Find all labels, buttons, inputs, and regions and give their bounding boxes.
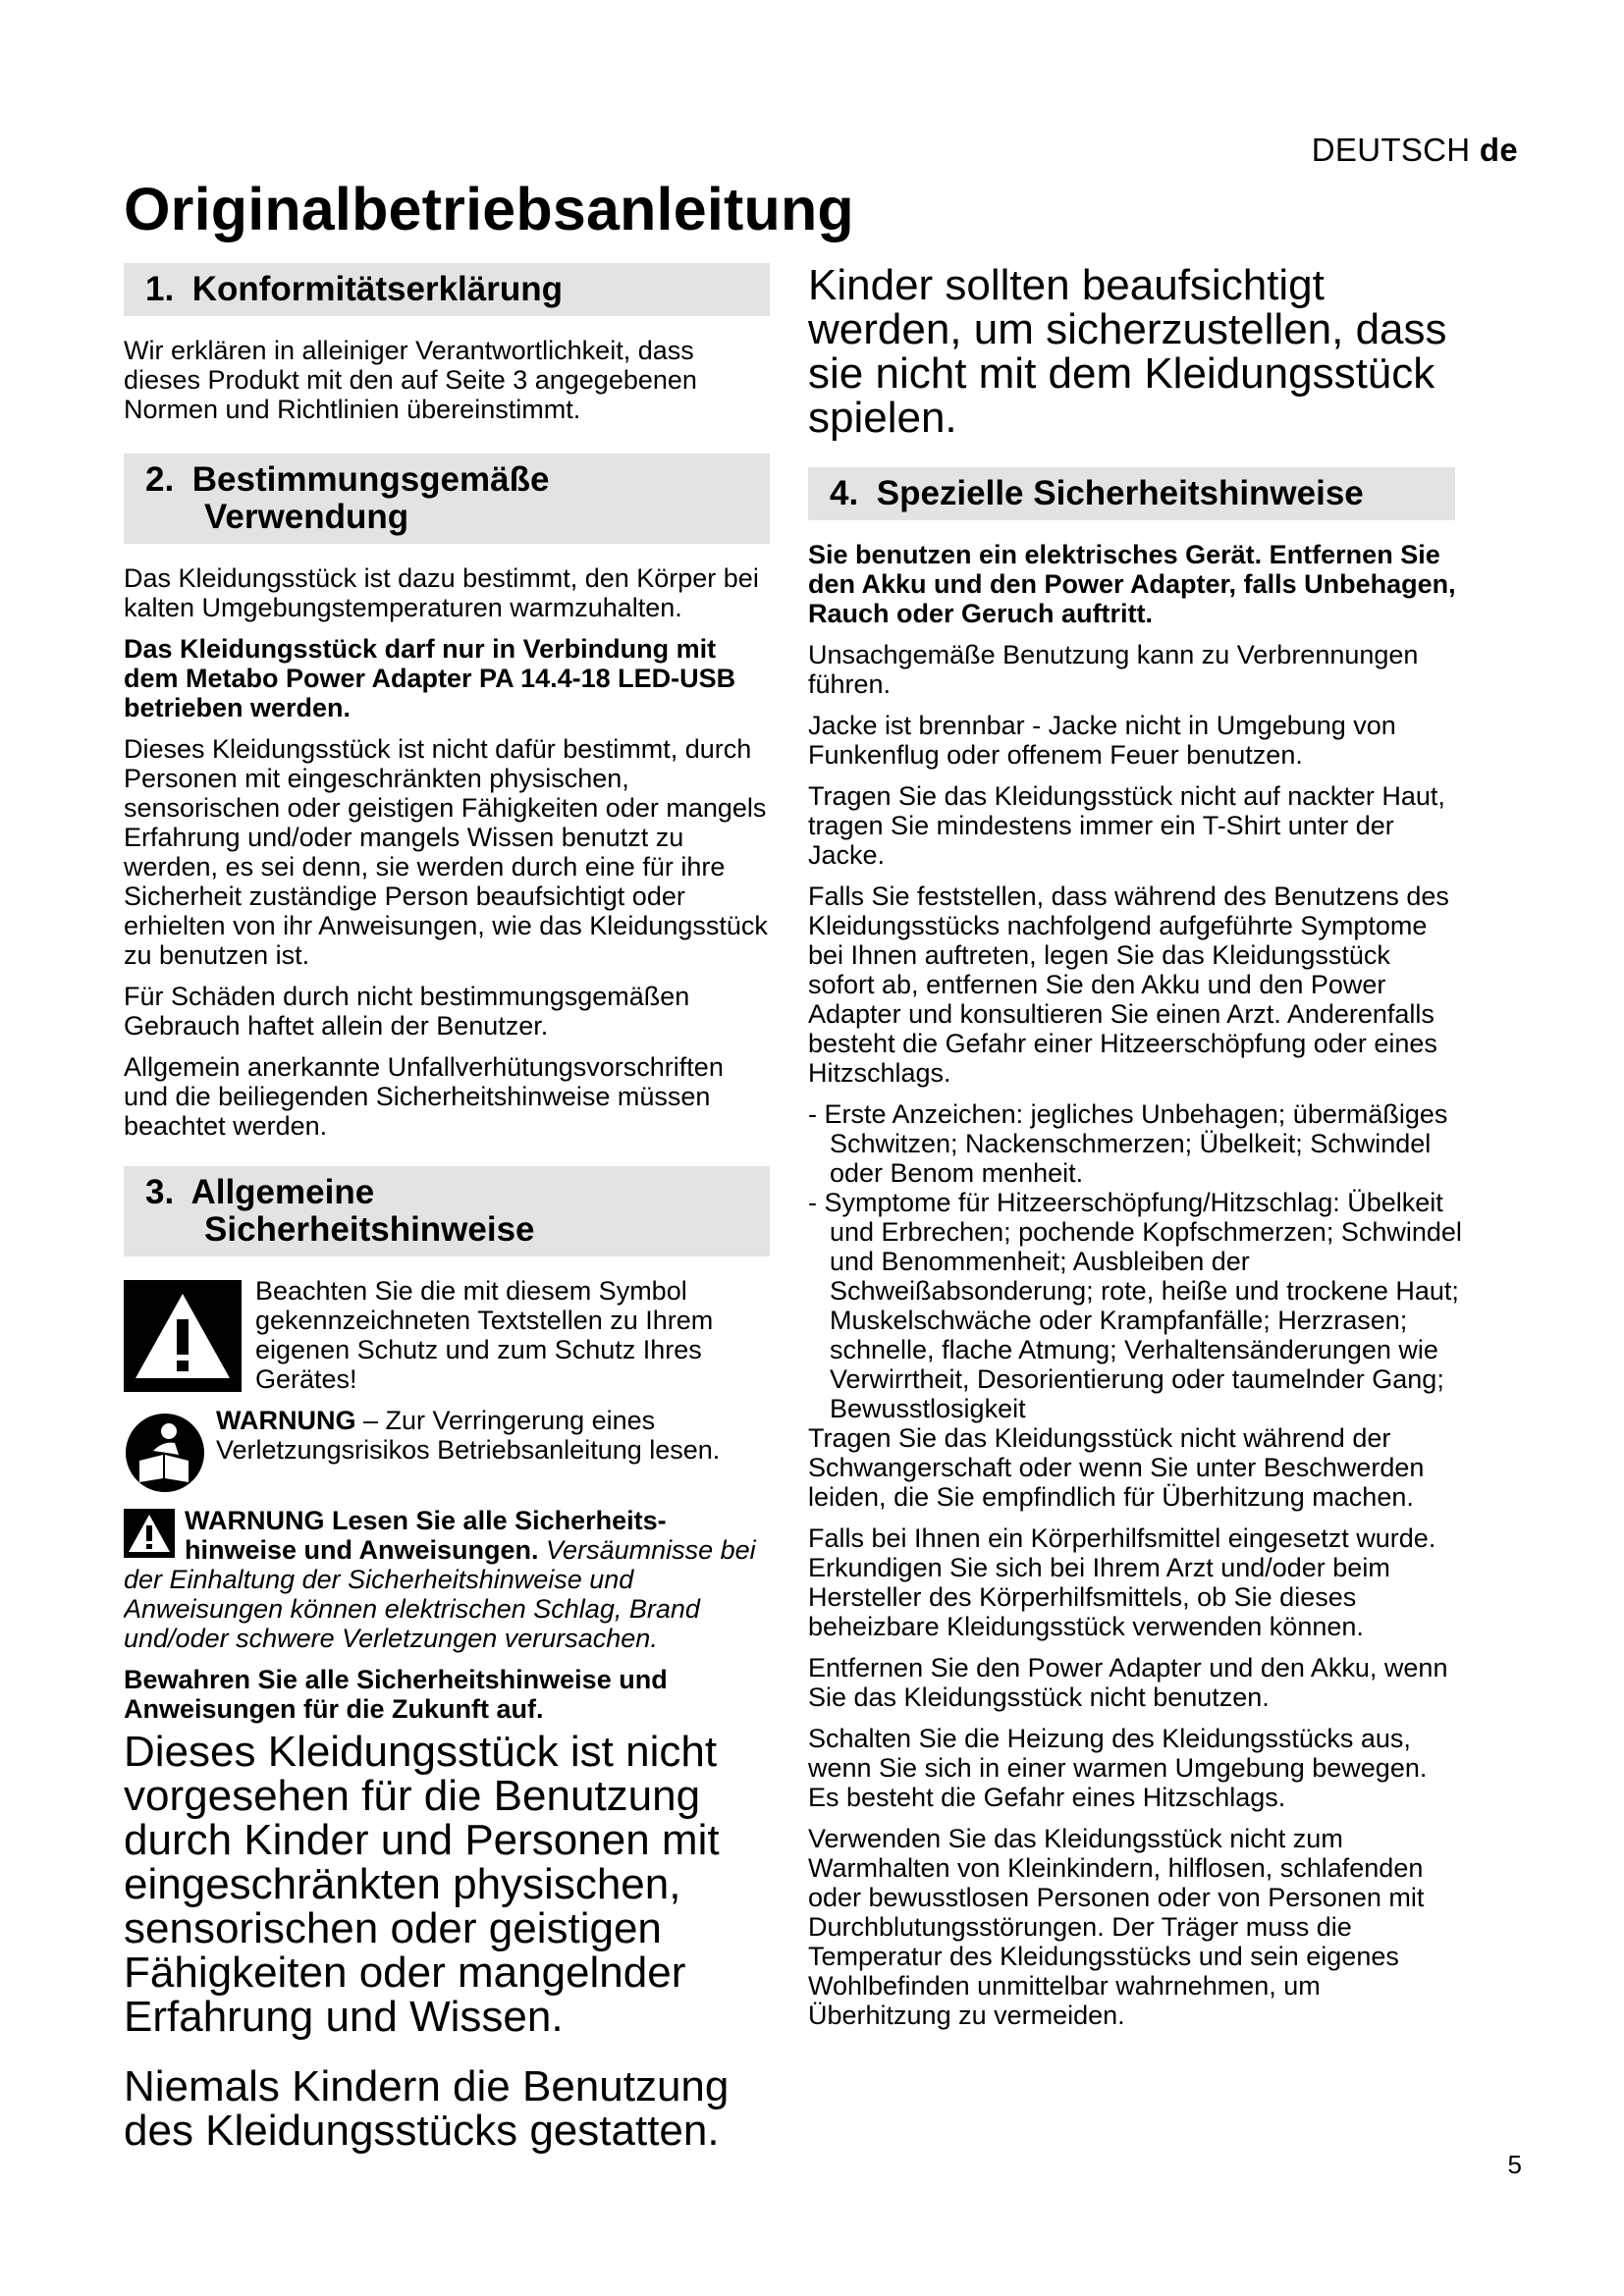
left-column [124,263,770,2178]
section-title-continued: Sicherheitshinweise [204,1210,535,1249]
section-4-heading [808,467,1455,520]
burn-warning: Unsachgemäße Benutzung kann zu Verbrennungen führen. [808,640,1419,699]
language-label [1312,132,1518,169]
right-column [808,263,1463,2042]
section-title-continued: Verwendung [204,498,409,536]
warning-triangle-icon [124,1509,175,1558]
warning-consequences: Versäumnisse bei der Einhaltung der Sicherheitshinweise und Anweisungen können elektrischen Schlag, Brand und/oder schwere Verletzungen verursachen. [124,1535,756,1653]
section-title: Allgemeine [190,1173,375,1211]
remove-power-note: Entfernen Sie den Power Adapter und den Akku, wenn Sie das Kleidungsstück nicht benutzen. [808,1653,1448,1712]
warning-text: – Zur Verringerung eines Verletzungsrisikos Betriebsanleitung lesen. [216,1406,721,1465]
symbol-note [124,1276,770,1394]
children-restriction: Dieses Kleidungsstück ist nicht vorgesehen für die Benutzung durch Kinder und Personen mit eingeschränkten physischen, sensorischen oder geistigen Fähigkeiten oder mangelnder Erfahrung und Wissen. [124,1728,720,2041]
warning-triangle-icon [124,1280,242,1392]
symptom-list [808,1099,1463,1423]
read-manual-warning [124,1406,770,1494]
symptoms-intro: Falls Sie feststellen, dass während des Benutzens des Kleidungsstücks nachfolgend aufgeführte Symptome bei Ihnen auftreten, legen Sie das Kleidungsstück sofort ab, entfernen Sie den Akku und den Power Adapter und konsultieren Sie einen Arzt. Anderenfalls besteht die Gefahr einer Hitzeerschöpfung oder eines Hitzschlags. [808,881,1449,1088]
document-title: Originalbetriebsanleitung [124,176,854,242]
section-number: 2. [145,460,175,499]
section-number: 4. [830,474,859,512]
flammable-warning: Jacke ist brennbar - Jacke nicht in Umgebung von Funkenflug oder offenem Feuer benutzen. [808,711,1396,770]
adapter-requirement: Das Kleidungsstück darf nur in Verbindung mit dem Metabo Power Adapter PA 14.4-18 LED-USB betrieben werden. [124,634,736,722]
medical-device-warning: Falls bei Ihnen ein Körperhilfsmittel eingesetzt wurde. Erkundigen Sie sich bei Ihrem Arzt und/oder beim Hersteller des Körperhilfsmittels, ob Sie dieses beheizbare Kleidungsstück verwenden können. [808,1523,1436,1641]
accident-prevention-text: Allgemein anerkannte Unfallverhütungsvorschriften und die beiliegenden Sicherheitshinweise müssen beachtet werden. [124,1052,724,1141]
warning-heading: WARNUNG Lesen Sie alle Sicherheits-hinweise und Anweisungen. [185,1506,667,1565]
section-3-heading [124,1166,770,1256]
warning-label: WARNUNG [216,1406,356,1435]
language-code: de [1479,132,1518,168]
general-warning [124,1506,770,1653]
list-item: - Symptome für Hitzeerschöpfung/Hitzschlag: Übelkeit und Erbrechen; pochende Kopfschmerzen; Schwindel und Benommenheit; Ausbleiben der Schweißabsonderung; rote, heiße und trockene Haut; Muskelschwäche oder Krampfanfälle; Herzrasen; schnelle, flache Atmung; Verhaltensänderungen wie Verwirrtheit, Desorientierung oder taumelnder Gang; Bewusstlosigkeit [808,1188,1462,1423]
skin-contact-warning: Tragen Sie das Kleidungsstück nicht auf nackter Haut, tragen Sie mindestens immer ein T-Shirt unter der Jacke. [808,781,1445,870]
read-manual-icon [124,1412,206,1494]
section-title: Spezielle Sicherheitshinweise [876,474,1364,512]
electric-device-warning: Sie benutzen ein elektrisches Gerät. Entfernen Sie den Akku und den Power Adapter, falls Unbehagen, Rauch oder Geruch auftritt. [808,540,1456,628]
children-prohibition: Niemals Kindern die Benutzung des Kleidungsstücks gestatten. [124,2062,730,2155]
page-number: 5 [1507,2150,1522,2179]
section-2-heading [124,454,770,544]
section-number: 3. [145,1173,175,1211]
intended-use-text: Das Kleidungsstück ist dazu bestimmt, den Körper bei kalten Umgebungstemperaturen warmzuhalten. [124,563,759,622]
section-title: Bestimmungsgemäße [191,460,550,499]
liability-text: Für Schäden durch nicht bestimmungsgemäßen Gebrauch haftet allein der Benutzer. [124,982,690,1041]
keep-instructions: Bewahren Sie alle Sicherheitshinweise und Anweisungen für die Zukunft auf. [124,1665,668,1724]
vulnerable-persons-warning: Verwenden Sie das Kleidungsstück nicht zum Warmhalten von Kleinkindern, hilflosen, schlafenden oder bewusstlosen Personen oder von Personen mit Durchblutungsstörungen. Der Träger muss die Temperatur des Kleidungsstücks und sein eigenes Wohlbefinden unmittelbar wahrnehmen, um Überhitzung zu vermeiden. [808,1824,1425,2030]
section-title: Konformitätserklärung [191,270,564,308]
heating-off-note: Schalten Sie die Heizung des Kleidungsstücks aus, wenn Sie sich in einer warmen Umgebung bewegen. Es besteht die Gefahr eines Hitzschlags. [808,1724,1428,1812]
list-item: - Erste Anzeichen: jegliches Unbehagen; übermäßiges Schwitzen; Nackenschmerzen; Übelkeit; Schwindel oder Benom menheit. [808,1099,1448,1188]
language-name: DEUTSCH [1311,132,1471,168]
symbol-note-text: Beachten Sie die mit diesem Symbol gekennzeichneten Textstellen zu Ihrem eigenen Schutz und zum Schutz Ihres Gerätes! [255,1276,714,1394]
restricted-persons-text: Dieses Kleidungsstück ist nicht dafür bestimmt, durch Personen mit eingeschränkten physischen, sensorischen oder geistigen Fähigkeiten oder mangels Erfahrung und/oder mangels Wissen benutzt zu werden, es sei denn, sie werden durch eine für ihre Sicherheit zuständige Person beaufsichtigt oder erhielten von ihr Anweisungen, wie das Kleidungsstück zu benutzen ist. [124,734,768,970]
children-supervision: Kinder sollten beaufsichtigt werden, um sicherzustellen, dass sie nicht mit dem Kleidungsstück spielen. [808,261,1447,442]
pregnancy-warning: Tragen Sie das Kleidungsstück nicht während der Schwangerschaft oder wenn Sie unter Beschwerden leiden, die Sie empfindlich für Überhitzung machen. [808,1423,1425,1512]
section-number: 1. [145,270,175,308]
section-1-heading [124,263,770,316]
conformity-text: Wir erklären in alleiniger Verantwortlichkeit, dass dieses Produkt mit den auf Seite 3 angegebenen Normen und Richtlinien übereinstimmt. [124,336,697,424]
